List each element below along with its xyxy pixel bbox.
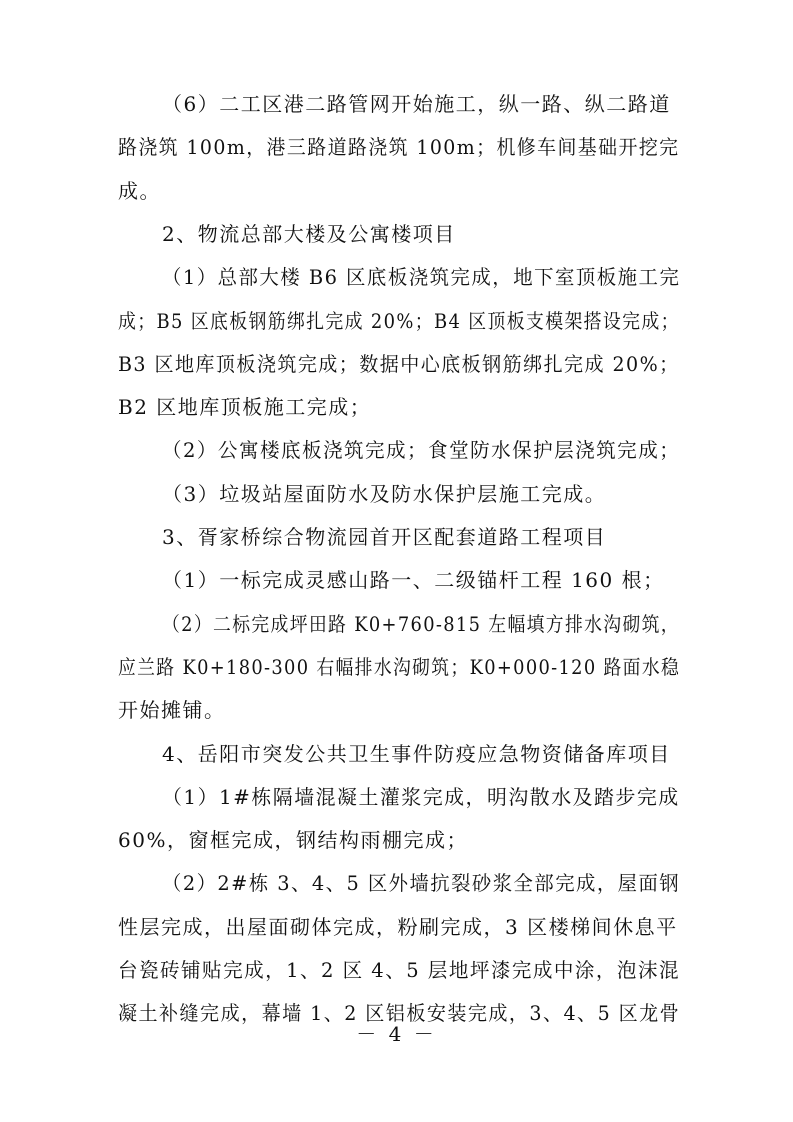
text-line: （1）一标完成灵感山路一、二级锚杆工程 160 根；: [162, 568, 665, 593]
text-line: 成。: [118, 178, 161, 203]
section-heading: 3、胥家桥综合物流园首开区配套道路工程项目: [162, 525, 607, 549]
text-line: （6）二工区港二路管网开始施工，纵一路、纵二路道: [162, 92, 671, 116]
text-line: （1）1#栋隔墙混凝土灌浆完成，明沟散水及踏步完成: [162, 784, 680, 809]
text-line: 性层完成，出屋面砌体完成，粉刷完成，3 区楼梯间休息平: [118, 914, 678, 939]
text-line: 60%，窗框完成，钢结构雨棚完成；: [118, 828, 468, 853]
text-line: 开始摊铺。: [118, 698, 226, 723]
text-line: B2 区地库顶板施工完成；: [118, 395, 372, 420]
text-line: 成；B5 区底板钢筋绑扎完成 20%；B4 区顶板支模架搭设完成；: [118, 308, 680, 333]
section-heading: 4、岳阳市突发公共卫生事件防疫应急物资储备库项目: [162, 741, 671, 766]
text-line: （3）垃圾站屋面防水及防水保护层施工完成。: [162, 481, 607, 506]
text-line: 路浇筑 100m，港三路道路浇筑 100m；机修车间基础开挖完: [118, 135, 680, 160]
text-line: （1）总部大楼 B6 区底板浇筑完成，地下室顶板施工完: [162, 265, 681, 290]
text-line: 应兰路 K0+180-300 右幅排水沟砌筑；K0+000-120 路面水稳: [118, 654, 681, 679]
text-line: B3 区地库顶板浇筑完成；数据中心底板钢筋绑扎完成 20%；: [118, 351, 680, 376]
page-number: － 4 －: [356, 1022, 437, 1046]
text-line: 凝土补缝完成，幕墙 1、2 区铝板安装完成，3、4、5 区龙骨: [118, 1001, 681, 1026]
text-line: （2）公寓楼底板浇筑完成；食堂防水保护层浇筑完成；: [162, 438, 681, 463]
text-line: （2）2#栋 3、4、5 区外墙抗裂砂浆全部完成，屋面钢: [162, 871, 681, 896]
section-heading: 2、物流总部大楼及公寓楼项目: [162, 221, 456, 246]
text-line: （2）二标完成坪田路 K0+760-815 左幅填方排水沟砌筑，: [162, 611, 680, 636]
text-line: 台瓷砖铺贴完成，1、2 区 4、5 层地坪漆完成中涂，泡沫混: [118, 958, 680, 982]
